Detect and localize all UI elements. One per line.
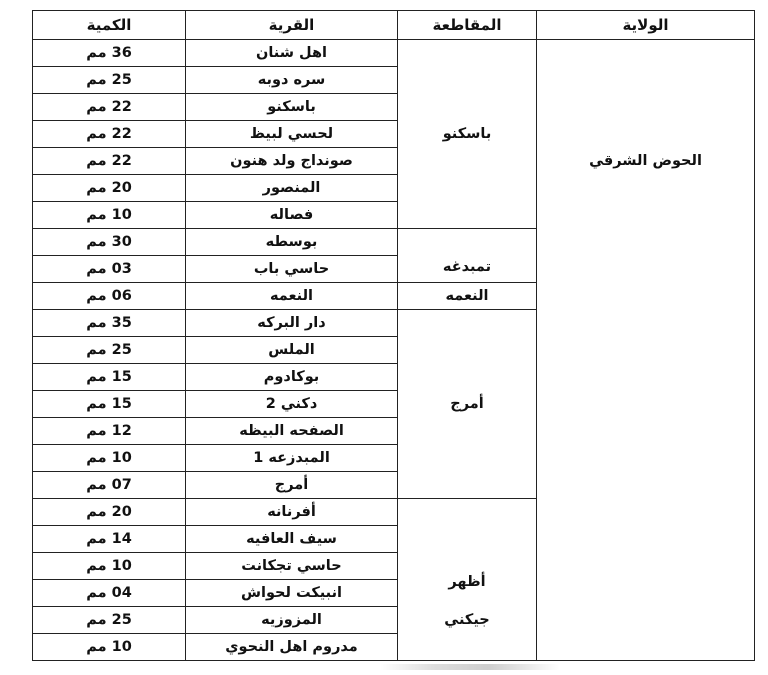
- quantity-cell: 10 مم: [33, 445, 186, 472]
- scan-smudge: [380, 664, 560, 670]
- village-cell: المبدزعه 1: [186, 445, 398, 472]
- moughataa-cell: أمرج: [398, 310, 537, 499]
- village-cell: باسكنو: [186, 94, 398, 121]
- quantity-cell: 22 مم: [33, 121, 186, 148]
- village-cell: النعمه: [186, 283, 398, 310]
- wilaya-cell: الحوض الشرقي: [537, 40, 755, 661]
- quantity-cell: 06 مم: [33, 283, 186, 310]
- village-cell: سيف العافيه: [186, 526, 398, 553]
- quantity-cell: 25 مم: [33, 337, 186, 364]
- village-cell: انبيكت لحواش: [186, 580, 398, 607]
- quantity-cell: 14 مم: [33, 526, 186, 553]
- quantity-cell: 15 مم: [33, 364, 186, 391]
- village-cell: دكني 2: [186, 391, 398, 418]
- moughataa-cell: جيكني: [398, 607, 537, 661]
- quantity-cell: 10 مم: [33, 634, 186, 661]
- header-wilaya: الولاية: [537, 11, 755, 40]
- quantity-cell: 36 مم: [33, 40, 186, 67]
- header-village: القرية: [186, 11, 398, 40]
- header-quantity: الكمية: [33, 11, 186, 40]
- quantity-cell: 10 مم: [33, 202, 186, 229]
- village-cell: فصاله: [186, 202, 398, 229]
- village-cell: حاسي باب: [186, 256, 398, 283]
- village-cell: مدروم اهل النحوي: [186, 634, 398, 661]
- quantity-cell: 30 مم: [33, 229, 186, 256]
- header-row: [33, 11, 755, 40]
- rainfall-table: [32, 10, 755, 661]
- village-cell: بوسطه: [186, 229, 398, 256]
- village-cell: الملس: [186, 337, 398, 364]
- quantity-cell: 10 مم: [33, 553, 186, 580]
- moughataa-cell: باسكنو: [398, 40, 537, 229]
- header-moughataa: المقاطعة: [398, 11, 537, 40]
- quantity-cell: 25 مم: [33, 67, 186, 94]
- quantity-cell: 07 مم: [33, 472, 186, 499]
- village-cell: المنصور: [186, 175, 398, 202]
- quantity-cell: 22 مم: [33, 148, 186, 175]
- table-row: [33, 40, 755, 67]
- moughataa-cell: أظهر: [398, 499, 537, 607]
- moughataa-cell: تمبدغه: [398, 229, 537, 283]
- village-cell: بوكادوم: [186, 364, 398, 391]
- quantity-cell: 03 مم: [33, 256, 186, 283]
- moughataa-cell: النعمه: [398, 283, 537, 310]
- quantity-cell: 12 مم: [33, 418, 186, 445]
- village-cell: أمرج: [186, 472, 398, 499]
- quantity-cell: 35 مم: [33, 310, 186, 337]
- quantity-cell: 20 مم: [33, 175, 186, 202]
- quantity-cell: 25 مم: [33, 607, 186, 634]
- village-cell: حاسي تجكانت: [186, 553, 398, 580]
- quantity-cell: 20 مم: [33, 499, 186, 526]
- village-cell: دار البركه: [186, 310, 398, 337]
- village-cell: سره دوبه: [186, 67, 398, 94]
- village-cell: صونداج ولد هنون: [186, 148, 398, 175]
- village-cell: أفرنانه: [186, 499, 398, 526]
- table-body: [33, 40, 755, 661]
- village-cell: المزوزيه: [186, 607, 398, 634]
- village-cell: الصفحه البيظه: [186, 418, 398, 445]
- village-cell: لحسي لبيظ: [186, 121, 398, 148]
- quantity-cell: 15 مم: [33, 391, 186, 418]
- village-cell: اهل شنان: [186, 40, 398, 67]
- quantity-cell: 22 مم: [33, 94, 186, 121]
- quantity-cell: 04 مم: [33, 580, 186, 607]
